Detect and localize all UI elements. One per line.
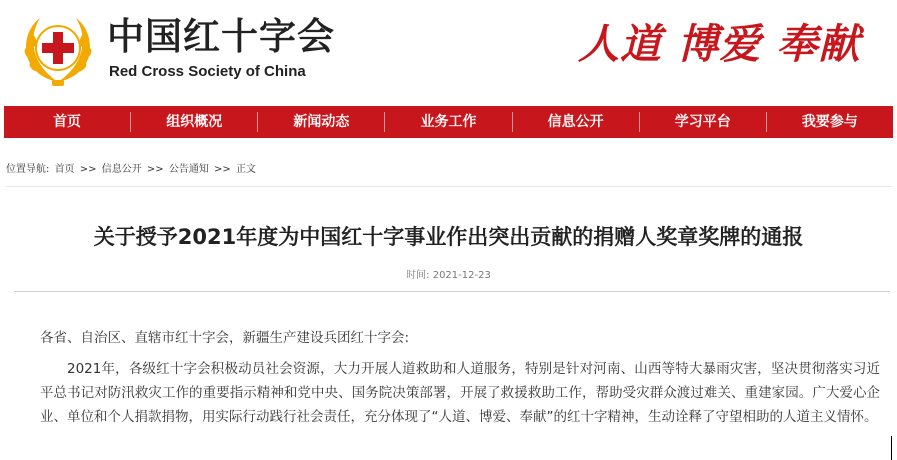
site-header xyxy=(0,0,897,103)
article-date: 时间: 2021-12-23 xyxy=(406,270,491,281)
nav-item-participate[interactable]: 我要参与 xyxy=(801,114,858,130)
text-cursor xyxy=(891,436,892,460)
breadcrumb-label: 位置导航: xyxy=(6,164,50,175)
org-name-en: Red Cross Society of China xyxy=(109,63,306,80)
nav-item-business[interactable]: 业务工作 xyxy=(420,114,477,130)
breadcrumb-notices[interactable]: 公告通知 xyxy=(168,164,209,175)
breadcrumb-separator: >> xyxy=(146,164,164,175)
nav-item-home[interactable]: 首页 xyxy=(53,114,82,130)
main-nav xyxy=(4,106,893,138)
nav-item-news[interactable]: 新闻动态 xyxy=(293,114,350,130)
breadcrumb-current: 正文 xyxy=(235,164,256,175)
breadcrumb-home[interactable]: 首页 xyxy=(54,164,75,175)
red-cross-emblem-icon[interactable] xyxy=(22,12,94,88)
nav-item-disclosure[interactable]: 信息公开 xyxy=(547,114,604,130)
breadcrumb-separator: >> xyxy=(214,164,231,175)
title-divider xyxy=(14,291,890,292)
article-title: 关于授予2021年度为中国红十字事业作出突出贡献的捐赠人奖章奖牌的通报 xyxy=(93,225,804,249)
org-name-cn: 中国红十字会 xyxy=(107,15,335,58)
breadcrumb-divider xyxy=(6,186,892,187)
article-paragraph: 2021年，各级红十字会积极动员社会资源，大力开展人道救助和人道服务，特别是针对河南、山西等特大暴雨灾害，坚决贯彻落实习近平总书记对防汛救灾工作的重要指示精神和党中央、国务院决策部署，开展了救援救助工作，帮助受灾群众渡过难关、重建家园。广大爱心企业、单位和个人捐款捐物，用实际行动践行社会责任，充分体现了“人道、博爱、奉献”的红十字精神，生动诠释了守望相助的人道主义情怀。 xyxy=(40,361,880,425)
breadcrumb-separator: >> xyxy=(79,164,97,175)
article-salutation: 各省、自治区、直辖市红十字会，新疆生产建设兵团红十字会: xyxy=(40,330,410,346)
slogan: 人道 博爱 奉献 xyxy=(578,20,861,68)
nav-item-learning[interactable]: 学习平台 xyxy=(674,114,731,130)
breadcrumb xyxy=(6,160,258,175)
nav-item-organization[interactable]: 组织概况 xyxy=(166,114,223,130)
breadcrumb-disclosure[interactable]: 信息公开 xyxy=(101,164,142,175)
